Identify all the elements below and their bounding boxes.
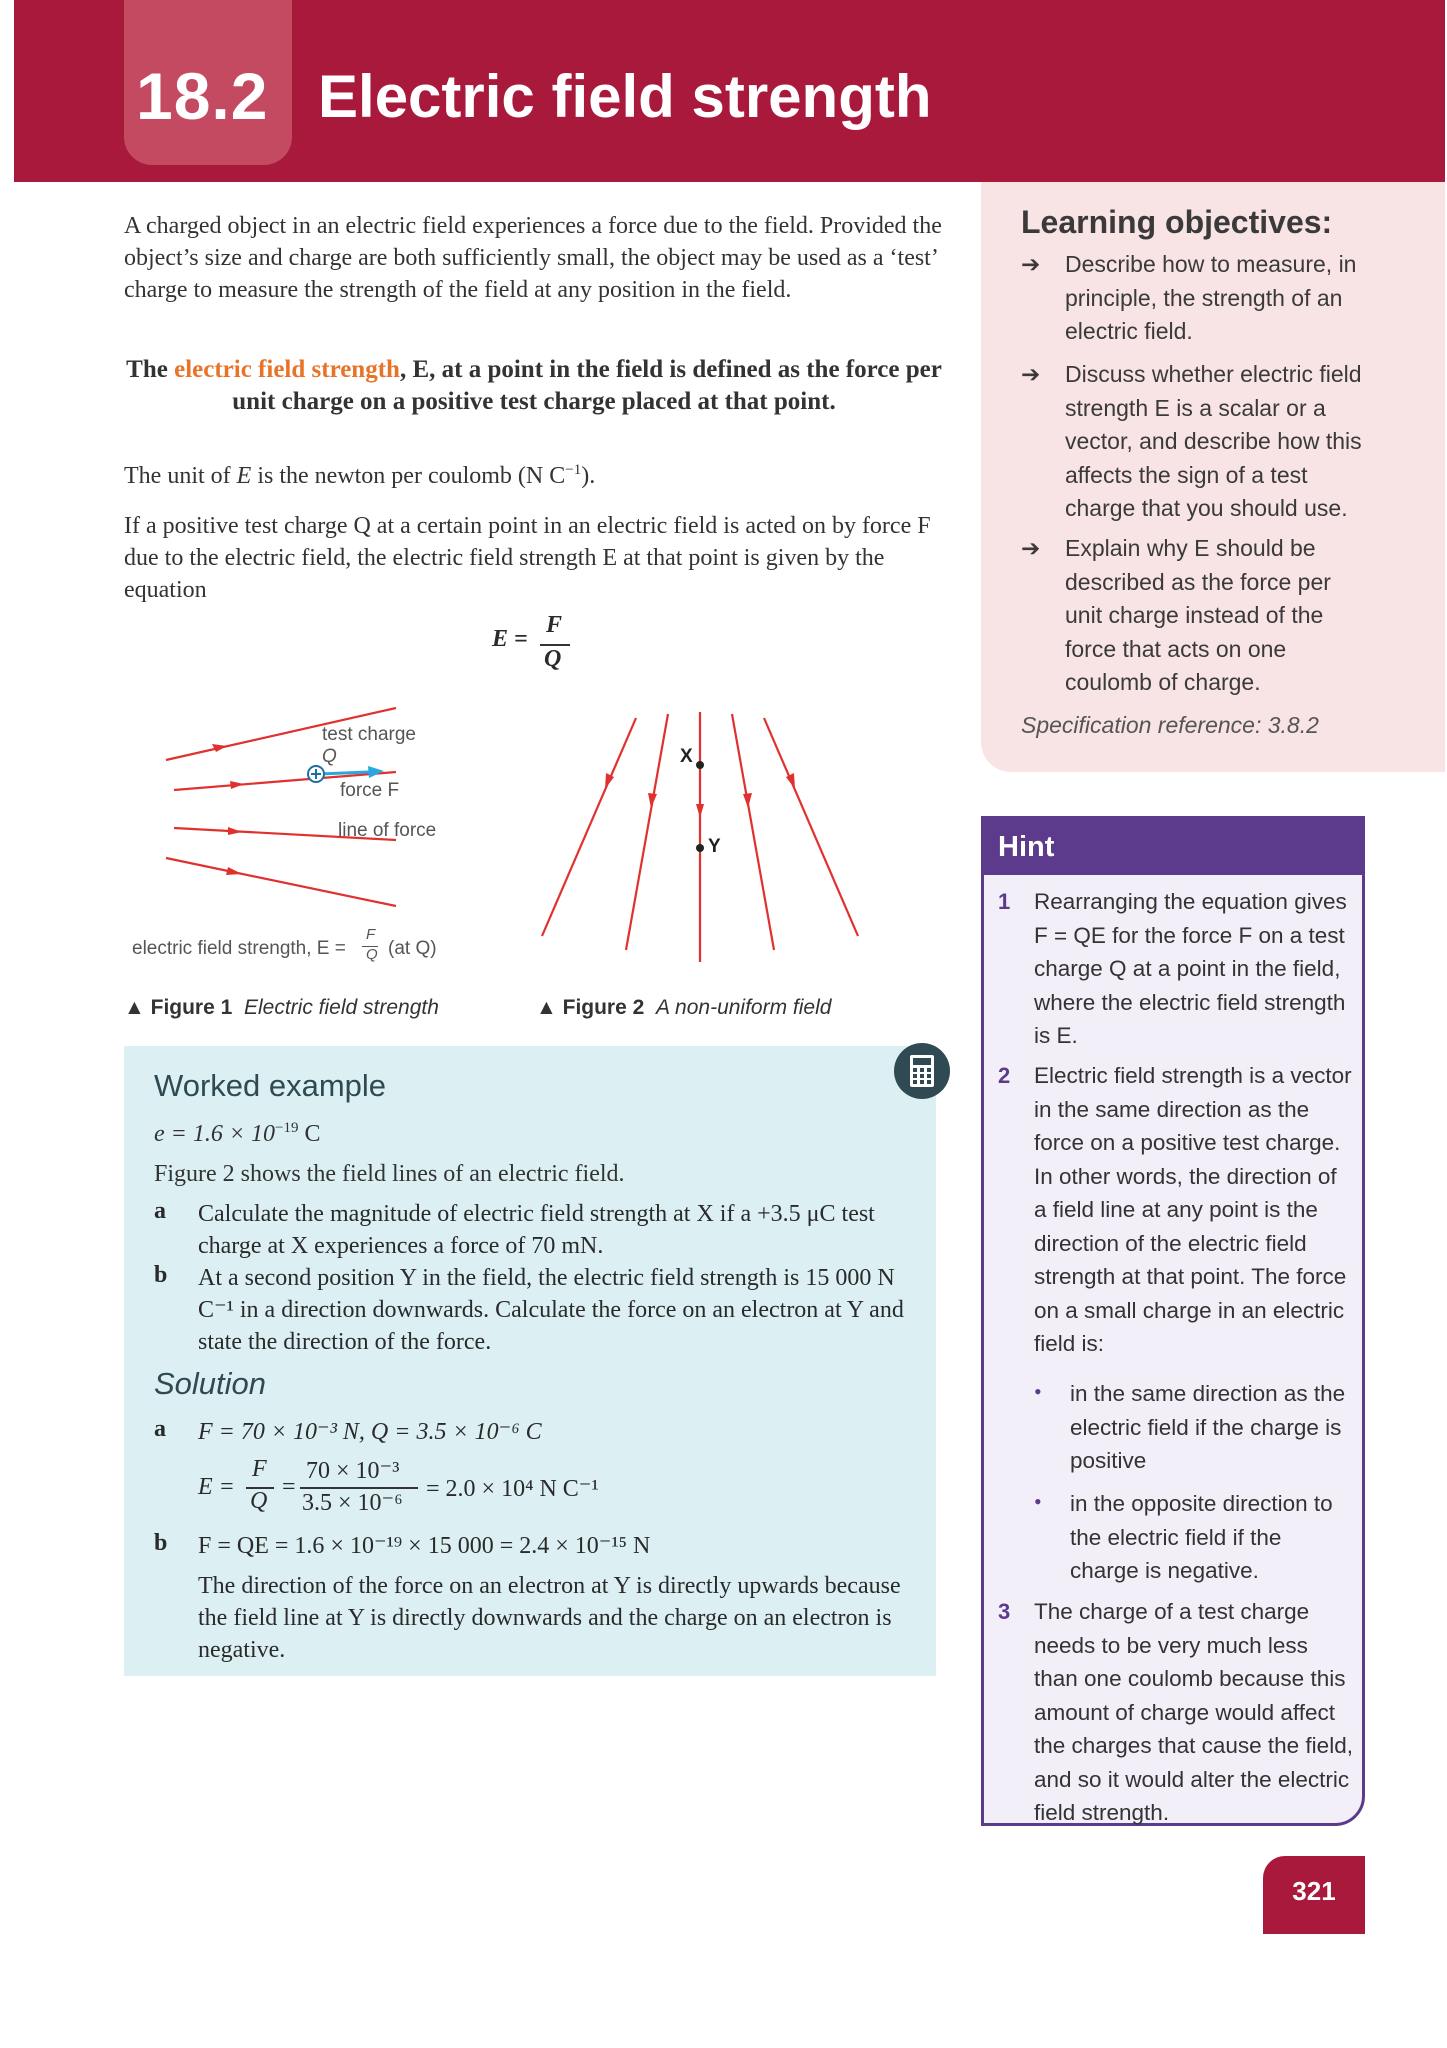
- objective-1-text: Describe how to measure, in principle, the strength of an electric field.: [1065, 251, 1357, 344]
- nu-arrowhead-3: [696, 804, 704, 818]
- nu-arrowhead-4: [743, 793, 752, 808]
- unit-after: ).: [581, 463, 596, 489]
- intro-paragraph: A charged object in an electric field experiences a force due to the field. Provided the object’s size and charge are both sufficiently small, the object may be used as a ‘test’ charge to measure the strength of the field at any position in the field.: [124, 213, 942, 303]
- hint-3-number: 3: [998, 1599, 1011, 1624]
- solution-title: Solution: [154, 1366, 267, 1401]
- solution-a-fraction: [198, 1456, 758, 1520]
- part-b-text: At a second position Y in the field, the electric field strength is 15 000 N C⁻¹ in a direction downwards. Calculate the force on an electron at Y and state the direction of the force.: [198, 1265, 904, 1355]
- hint-1-text: Rearranging the equation gives F = QE for the force F on a test charge Q at a point in the field, where the electric field strength is E.: [1034, 889, 1347, 1048]
- formula-num: F: [366, 926, 376, 943]
- given-value: [154, 1118, 321, 1150]
- figure-2-diagram: [520, 700, 870, 970]
- solution-b-text: The direction of the force on an electron at Y is directly upwards because the field line at Y is directly downwards and the charge on an electron is negative.: [198, 1573, 901, 1663]
- sol-a-f2-num: 70 × 10⁻³: [306, 1458, 400, 1484]
- hint-header: [984, 819, 1362, 875]
- formula-tail: (at Q): [388, 938, 437, 959]
- hint-2-number: 2: [998, 1063, 1011, 1088]
- sol-a-eq: =: [282, 1474, 296, 1500]
- solution-a-line1: F = 70 × 10⁻³ N, Q = 3.5 × 10⁻⁶ C: [198, 1419, 542, 1445]
- equation-intro: If a positive test charge Q at a certain point in an electric field is acted on by force F due to the electric field, the electric field strength E at that point is given by the equation: [124, 513, 931, 603]
- worked-example-box: [124, 1046, 936, 1676]
- bullet-icon: •: [1034, 1379, 1042, 1404]
- hint-2-bullet-2: in the opposite direction to the electric field if the charge is negative.: [1070, 1491, 1333, 1583]
- unit-exponent: −1: [565, 462, 582, 478]
- part-a-text: Calculate the magnitude of electric field strength at X if a +3.5 μC test charge at X experiences a force of 70 mN.: [198, 1201, 875, 1259]
- sol-a-f1-den: Q: [250, 1488, 268, 1514]
- arrow-icon: ➔: [1021, 251, 1041, 277]
- part-b-label: b: [154, 1262, 168, 1288]
- field-line-4: [166, 858, 396, 906]
- sol-a-lhs: E =: [198, 1474, 235, 1500]
- nu-line-5: [764, 718, 858, 936]
- field-arrowheads: [212, 744, 244, 875]
- page-number-tab: [1263, 1856, 1365, 1934]
- label-test-charge: test charge: [322, 724, 416, 745]
- equation-lhs: E =: [492, 626, 528, 652]
- nu-line-1: [542, 718, 636, 936]
- nu-arrowhead-1: [605, 773, 614, 789]
- given-unit: C: [298, 1121, 321, 1147]
- bullet-icon: •: [1034, 1489, 1042, 1514]
- nu-line-2: [626, 714, 668, 950]
- sol-a-f2-den: 3.5 × 10⁻⁶: [302, 1490, 403, 1516]
- hint-2-text: Electric field strength is a vector in the same direction as the force on a positive test charge. In other words, the direction of a field line at any point is the direction of the electric field strength at that point. The force on a small charge in an electric field is:: [1034, 1063, 1352, 1356]
- point-x: [696, 761, 704, 769]
- arrow-icon: ➔: [1021, 535, 1041, 561]
- label-line-of-force: line of force: [338, 820, 437, 841]
- objective-3: [1021, 532, 1431, 702]
- calculator-icon: [894, 1043, 950, 1099]
- nu-arrowhead-5: [786, 773, 795, 789]
- point-y: [696, 844, 704, 852]
- objective-3-text: Explain why E should be described as the force per unit charge instead of the force that acts on one coulomb of charge.: [1065, 535, 1331, 695]
- figure-1-formula: [132, 926, 462, 978]
- unit-middle: is the newton per coulomb (N C: [251, 463, 566, 489]
- hint-title: Hint: [998, 831, 1055, 863]
- specification-reference: Specification reference: 3.8.2: [1021, 712, 1319, 738]
- learning-objectives-title: Learning objectives:: [1021, 204, 1333, 240]
- label-y: Y: [708, 836, 721, 857]
- force-arrow: [319, 772, 369, 774]
- worked-example-title: Worked example: [154, 1068, 387, 1103]
- calculator-icon-svg: [894, 1043, 950, 1099]
- objective-1: [1021, 248, 1431, 348]
- solution-a-label: a: [154, 1416, 166, 1442]
- given-exponent: −19: [275, 1120, 299, 1136]
- definition-lead: The: [126, 356, 175, 383]
- hint-box: [981, 816, 1365, 1826]
- figure-2-caption-text: A non-uniform field: [655, 996, 832, 1019]
- unit-before: The unit of: [124, 463, 237, 489]
- objective-2: [1021, 358, 1431, 528]
- objective-2-text: Discuss whether electric field strength E is a scalar or a vector, and describe how this affects the sign of a test charge that you should use.: [1065, 361, 1362, 521]
- formula-den: Q: [366, 946, 378, 963]
- field-strength-equation: [488, 612, 598, 674]
- part-a-label: a: [154, 1198, 166, 1224]
- unit-symbol: E: [236, 463, 252, 489]
- nonuniform-field-lines: [542, 712, 858, 962]
- definition-paragraph: [124, 354, 944, 418]
- arrowhead-1: [212, 744, 227, 752]
- sol-a-result: = 2.0 × 10⁴ N C⁻¹: [426, 1476, 599, 1502]
- unit-paragraph: [124, 460, 944, 492]
- solution-b-label: b: [154, 1530, 168, 1556]
- nu-line-4: [732, 714, 774, 950]
- hint-2-bullet-1: in the same direction as the electric field if the charge is positive: [1070, 1381, 1346, 1473]
- arrow-icon: ➔: [1021, 361, 1041, 387]
- label-x: X: [680, 746, 693, 767]
- equation-numerator: F: [546, 612, 563, 638]
- equation-denominator: Q: [544, 646, 562, 672]
- page-number: 321: [1292, 1876, 1336, 1906]
- label-q: Q: [322, 746, 337, 767]
- worked-intro: Figure 2 shows the field lines of an electric field.: [154, 1161, 625, 1187]
- figure-2-caption: [536, 996, 831, 1020]
- hint-1-number: 1: [998, 889, 1011, 914]
- hint-3-text: The charge of a test charge needs to be very much less than one coulomb because this amount of charge would affect the charges that cause the field, and so it would alter the electric field strength.: [1034, 1599, 1353, 1825]
- key-term: electric field strength: [174, 356, 400, 383]
- figure-1-caption: [124, 996, 439, 1020]
- figure-2: [520, 700, 870, 970]
- definition-rest: , E, at a point in the field is defined as the force per unit charge on a positive test charge placed at that point.: [232, 356, 942, 415]
- sol-a-f1-num: F: [252, 1456, 267, 1482]
- solution-b-line1: F = QE = 1.6 × 10⁻¹⁹ × 15 000 = 2.4 × 10⁻¹⁵ N: [198, 1533, 651, 1559]
- formula-text: electric field strength, E =: [132, 938, 346, 959]
- figure-1-caption-text: Electric field strength: [243, 996, 439, 1019]
- force-arrowhead: [368, 766, 384, 778]
- given-base: e = 1.6 × 10: [154, 1121, 276, 1147]
- page-title: Electric field strength: [318, 63, 932, 130]
- figure-2-caption-prefix: ▲ Figure 2: [536, 996, 645, 1019]
- learning-objectives-box: [981, 182, 1445, 772]
- section-number: 18.2: [136, 59, 269, 133]
- label-force: force F: [340, 780, 400, 801]
- arrowhead-4: [226, 867, 242, 875]
- figure-1-caption-prefix: ▲ Figure 1: [124, 996, 233, 1019]
- figure-1: [124, 690, 454, 990]
